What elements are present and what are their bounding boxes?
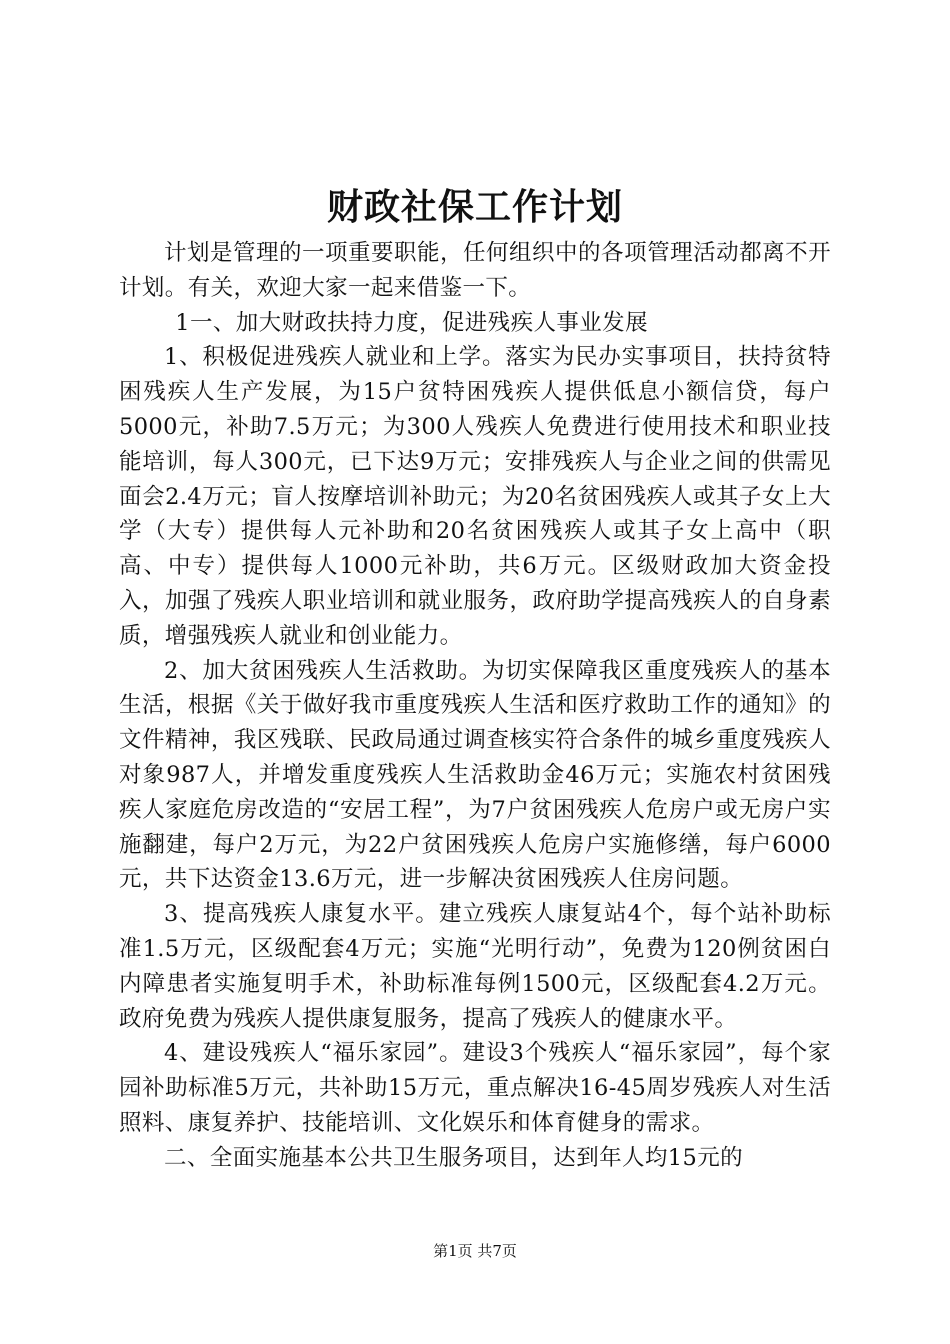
document-title: 财政社保工作计划: [326, 186, 623, 228]
paragraph-homes: 4、建设残疾人“福乐家园”。建设3个残疾人“福乐家园”，每个家园补助标准5万元，共补助15万元，重点解决16-45周岁残疾人对生活照料、康复养护、技能培训、文化娱乐和体育健身的需求。: [119, 1040, 831, 1136]
paragraph-relief: 2、加大贫困残疾人生活救助。为切实保障我区重度残疾人的基本生活，根据《关于做好我市重度残疾人生活和医疗救助工作的通知》的文件精神，我区残联、民政局通过调查核实符合条件的城乡重度残疾人对象987人，并增发重度残疾人生活救助金46万元；实施农村贫困残疾人家庭危房改造的“安居工程”，为7户贫困残疾人危房户或无房户实施翻建，每户2万元，为22户贫困残疾人危房户实施修缮，每户6000元，共下达资金13.6万元，进一步解决贫困残疾人住房问题。: [119, 657, 831, 893]
document-body: [119, 236, 831, 1176]
page-footer: 第1页 共7页: [433, 1242, 517, 1260]
section-heading-1: 1一、加大财政扶持力度，促进残疾人事业发展: [175, 309, 648, 336]
section-heading-2: 二、全面实施基本公共卫生服务项目，达到年人均15元的: [164, 1144, 744, 1171]
intro-paragraph: 计划是管理的一项重要职能，任何组织中的各项管理活动都离不开计划。有关，欢迎大家一起来借鉴一下。: [119, 240, 831, 301]
paragraph-rehabilitation: 3、提高残疾人康复水平。建立残疾人康复站4个，每个站补助标准1.5万元，区级配套4万元；实施“光明行动”，免费为120例贫困白内障患者实施复明手术，补助标准每例1500元，区级配套4.2万元。政府免费为残疾人提供康复服务，提高了残疾人的健康水平。: [119, 901, 831, 1032]
paragraph-employment: 1、积极促进残疾人就业和上学。落实为民办实事项目，扶持贫特困残疾人生产发展，为15户贫特困残疾人提供低息小额信贷，每户5000元，补助7.5万元；为300人残疾人免费进行使用技术和职业技能培训，每人300元，已下达9万元；安排残疾人与企业之间的供需见面会2.4万元；盲人按摩培训补助元；为20名贫困残疾人或其子女上大学（大专）提供每人元补助和20名贫困残疾人或其子女上高中（职高、中专）提供每人1000元补助，共6万元。区级财政加大资金投入，加强了残疾人职业培训和就业服务，政府助学提高残疾人的自身素质，增强残疾人就业和创业能力。: [119, 344, 831, 649]
